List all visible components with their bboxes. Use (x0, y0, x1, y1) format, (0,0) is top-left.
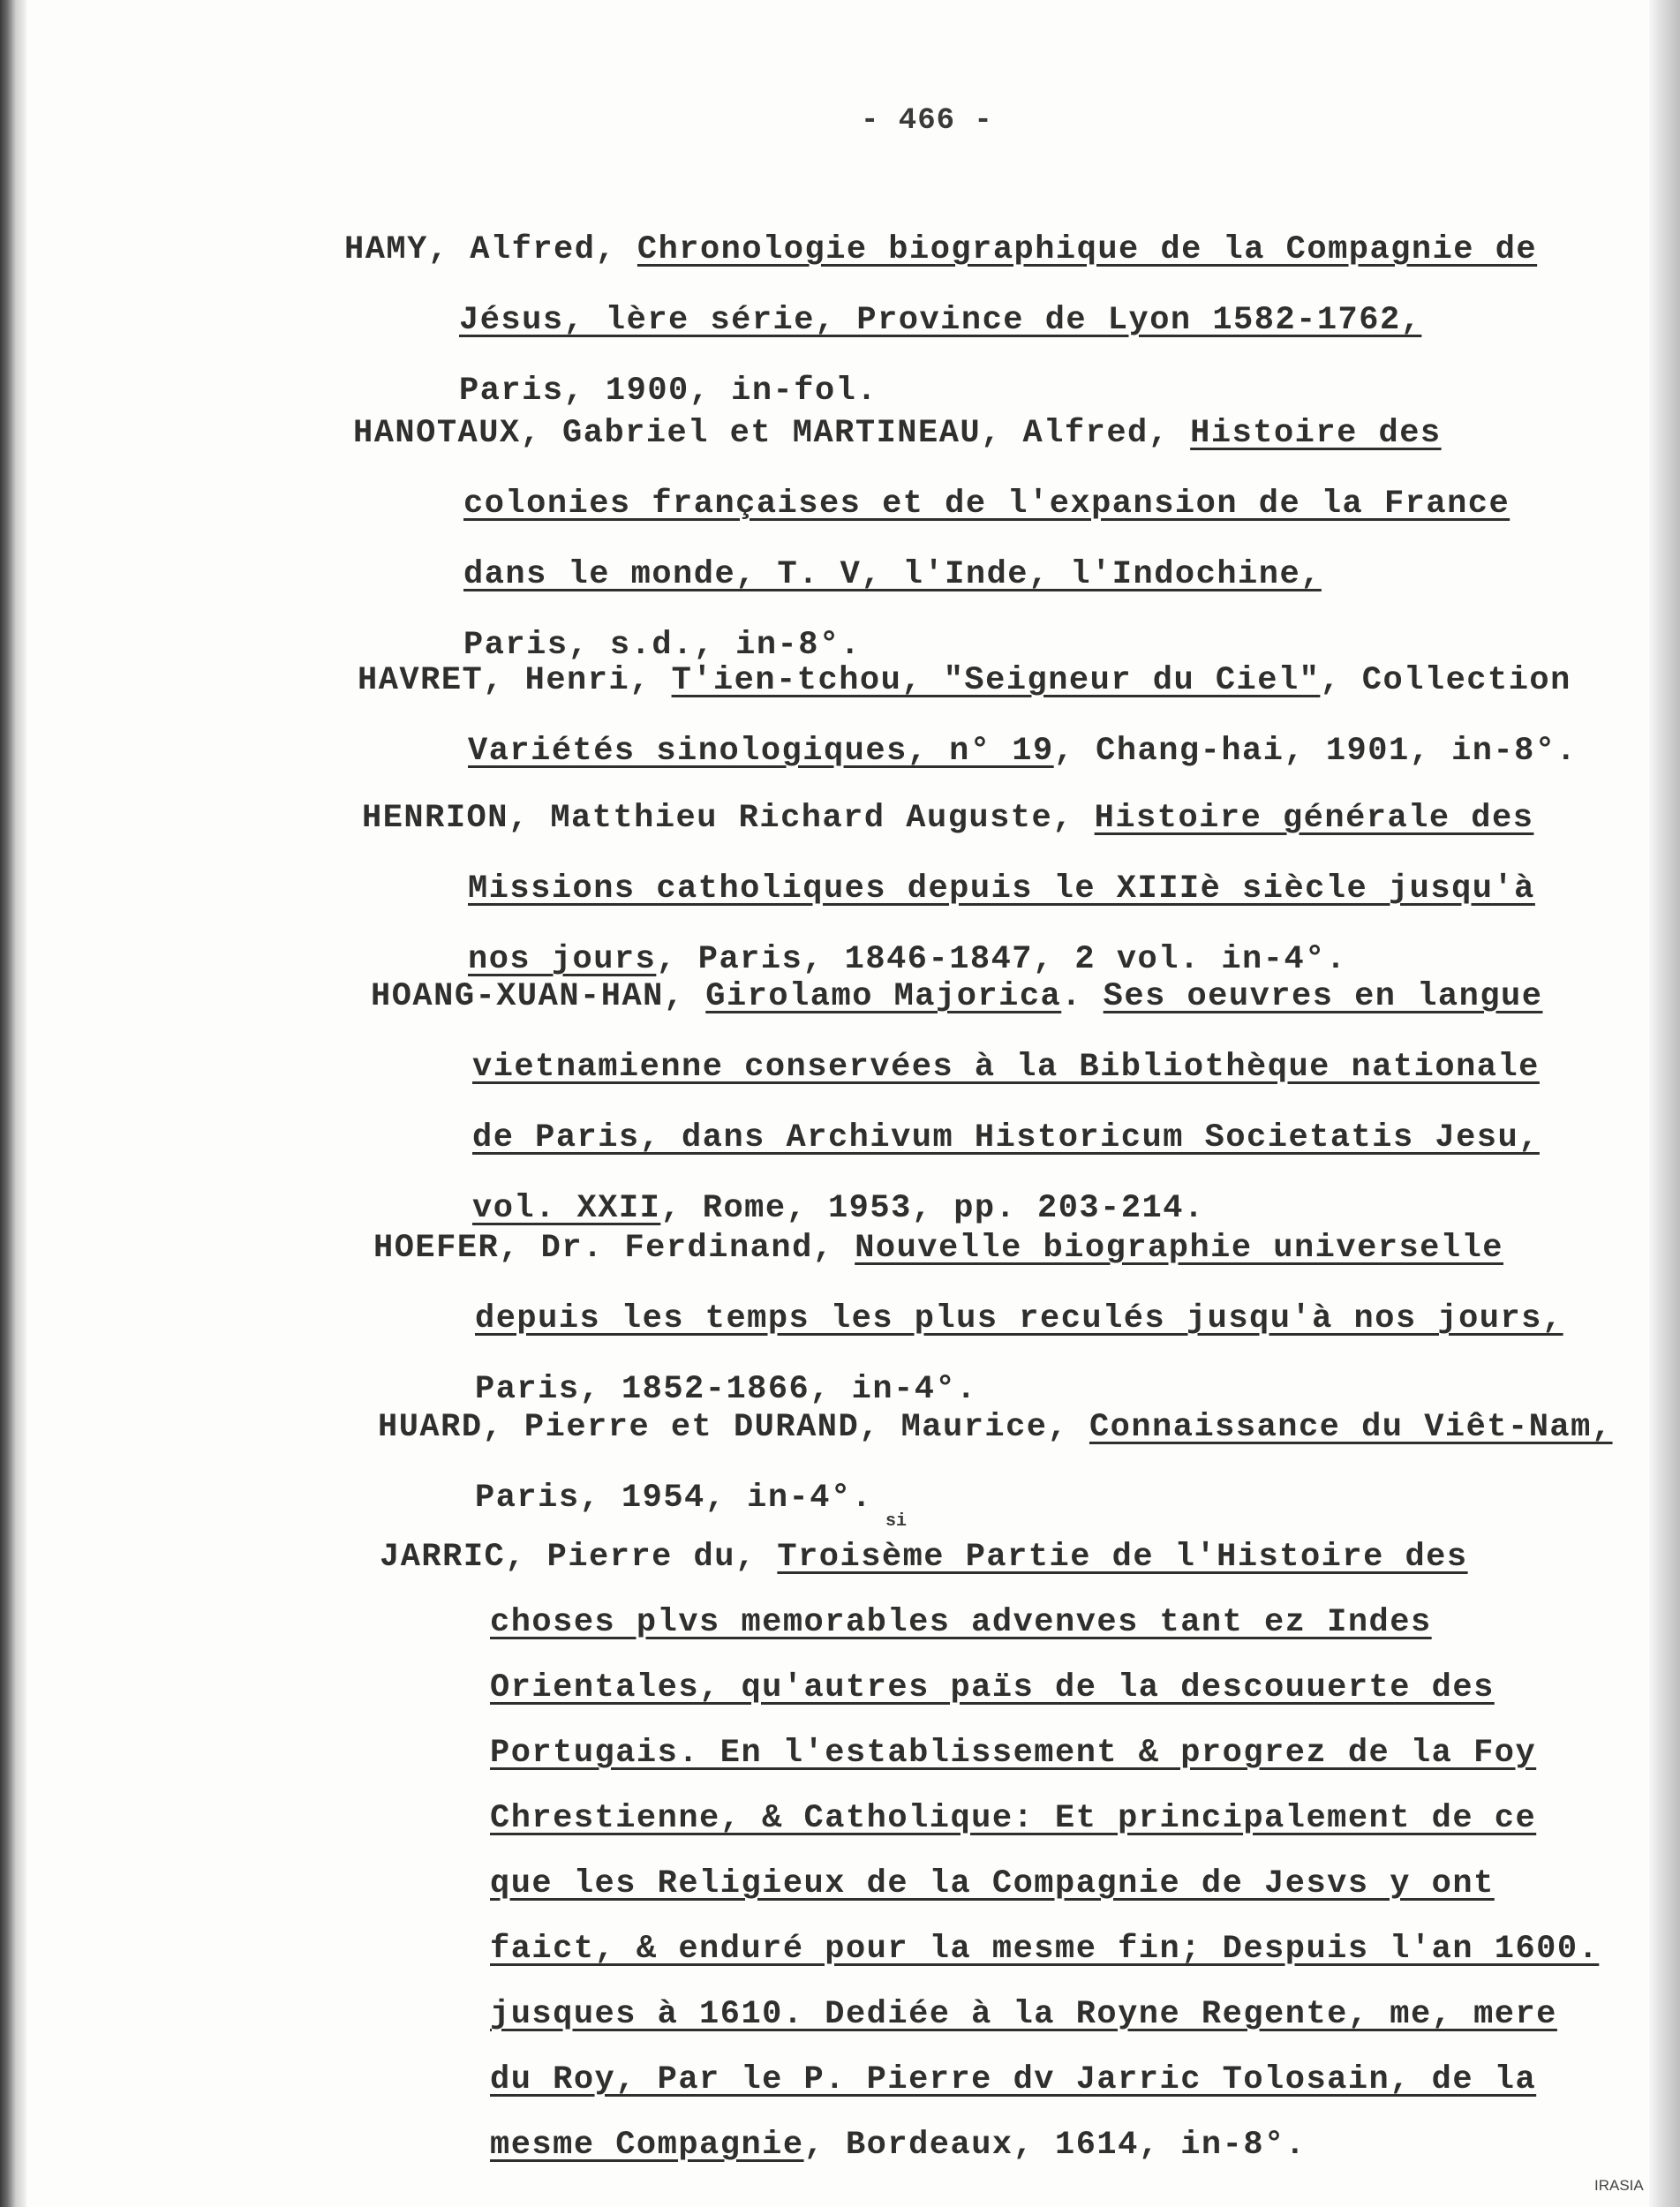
entry-first-line (344, 231, 1537, 268)
title-segment: vol. XXII (472, 1190, 661, 1227)
entry-continuation-line (490, 1735, 1536, 1772)
text-segment: , Chang-hai, 1901, in-8°. (1053, 733, 1578, 770)
entry-first-line (373, 1230, 1503, 1267)
text-segment: HOANG-XUAN-HAN, (371, 978, 706, 1015)
text-segment: , Bordeaux, 1614, in-8°. (803, 2127, 1307, 2164)
text-segment: Paris, 1900, in-fol. (459, 373, 878, 410)
text-segment: , Rome, 1953, pp. 203-214. (660, 1190, 1205, 1227)
entry-first-line (380, 1539, 1468, 1576)
title-segment: mesme Compagnie (490, 2127, 804, 2164)
title-segment: Histoire des (1190, 415, 1442, 452)
title-segment: que les Religieux de la Compagnie de Jesvs y ont (490, 1865, 1495, 1902)
entry-first-line (358, 662, 1571, 699)
entry-continuation-line (475, 1371, 977, 1408)
title-segment: faict, & enduré pour la mesme fin; Despuis l'an 1600. (490, 1931, 1600, 1968)
title-segment: Nouvelle biographie universelle (855, 1230, 1503, 1267)
title-segment: du Roy, Par le P. Pierre dv Jarric Tolosain, de la (490, 2061, 1537, 2098)
entry-continuation-line (468, 941, 1347, 978)
title-segment: jusques à 1610. Dediée à la Royne Regente, me, mere (490, 1996, 1557, 2033)
entry-continuation-line (463, 486, 1510, 523)
text-segment: Paris, s.d., in-8°. (463, 627, 862, 664)
title-segment: Variétés sinologiques, n° 19 (468, 733, 1054, 770)
title-segment: colonies françaises et de l'expansion de la France (463, 486, 1510, 523)
title-segment: Missions catholiques depuis le XIIIè siècle jusqu'à (468, 870, 1535, 908)
title-segment: Chronologie biographique de la Compagnie de (637, 231, 1538, 268)
title-segment: de Paris, dans Archivum Historicum Societatis Jesu, (472, 1119, 1540, 1156)
text-segment: Paris, 1954, in-4°. (475, 1480, 873, 1517)
text-segment: HANOTAUX, Gabriel et MARTINEAU, Alfred, (353, 415, 1191, 452)
entry-continuation-line (490, 1931, 1599, 1968)
title-segment: Histoire générale des (1094, 800, 1534, 837)
entry-continuation-line (459, 373, 878, 410)
entry-continuation-line (490, 2061, 1536, 2098)
entry-continuation-line (472, 1049, 1540, 1086)
entry-first-line (362, 800, 1533, 837)
entry-first-line (353, 415, 1442, 452)
entry-first-line (378, 1409, 1613, 1446)
entry-continuation-line (475, 1480, 872, 1517)
title-segment: Portugais. En l'establissement & progrez de la Foy (490, 1735, 1537, 1772)
entry-continuation-line (463, 556, 1322, 593)
text-segment: . (1061, 978, 1104, 1015)
title-segment: Ses oeuvres en langue (1103, 978, 1543, 1015)
entry-continuation-line (475, 1300, 1563, 1337)
page-number: - 466 - (861, 104, 993, 138)
entry-continuation-line (463, 627, 861, 664)
title-segment: vietnamienne conservées à la Bibliothèque nationale (472, 1049, 1540, 1086)
entry-continuation-line (472, 1190, 1205, 1227)
entry-continuation-line (490, 1604, 1432, 1641)
entry-continuation-line (490, 1865, 1495, 1902)
text-segment: , Paris, 1846-1847, 2 vol. in-4°. (656, 941, 1347, 978)
title-segment: T'ien-tchou, "Seigneur du Ciel" (671, 662, 1321, 699)
text-segment: JARRIC, Pierre du, (380, 1539, 778, 1576)
title-segment: depuis les temps les plus reculés jusqu'à nos jours, (475, 1300, 1563, 1337)
title-segment: Chrestienne, & Catholique: Et principalement de ce (490, 1800, 1537, 1837)
entry-continuation-line (490, 1669, 1495, 1706)
scan-right-edge (1649, 0, 1680, 2207)
text-segment: Paris, 1852-1866, in-4°. (475, 1371, 977, 1408)
scan-left-edge (0, 0, 26, 2207)
title-segment: Troisème Partie de l'Histoire des (777, 1539, 1468, 1576)
entry-continuation-line (490, 1996, 1557, 2033)
entry-continuation-line (490, 1800, 1536, 1837)
text-segment: HUARD, Pierre et DURAND, Maurice, (378, 1409, 1089, 1446)
entry-continuation-line (490, 2127, 1306, 2164)
title-segment: dans le monde, T. V, l'Inde, l'Indochine, (463, 556, 1322, 593)
title-segment: Orientales, qu'autres païs de la descouuerte des (490, 1669, 1495, 1706)
text-segment: HAMY, Alfred, (344, 231, 637, 268)
title-segment: Connaissance du Viêt-Nam, (1089, 1409, 1613, 1446)
watermark: IRASIA (1594, 2177, 1644, 2194)
title-segment: choses plvs memorables advenves tant ez Indes (490, 1604, 1432, 1641)
entry-first-line (371, 978, 1542, 1015)
text-segment: , Collection (1320, 662, 1571, 699)
title-segment: nos jours (468, 941, 657, 978)
entry-continuation-line (468, 870, 1535, 908)
text-segment: HOEFER, Dr. Ferdinand, (373, 1230, 855, 1267)
title-segment: Jésus, lère série, Province de Lyon 1582-1762, (459, 302, 1422, 339)
entry-continuation-line (468, 733, 1577, 770)
text-segment: HAVRET, Henri, (358, 662, 672, 699)
text-segment: HENRION, Matthieu Richard Auguste, (362, 800, 1095, 837)
entry-continuation-line (459, 302, 1421, 339)
title-segment: Girolamo Majorica (705, 978, 1062, 1015)
entry-continuation-line (472, 1119, 1540, 1156)
handwritten-correction: si (885, 1511, 908, 1532)
